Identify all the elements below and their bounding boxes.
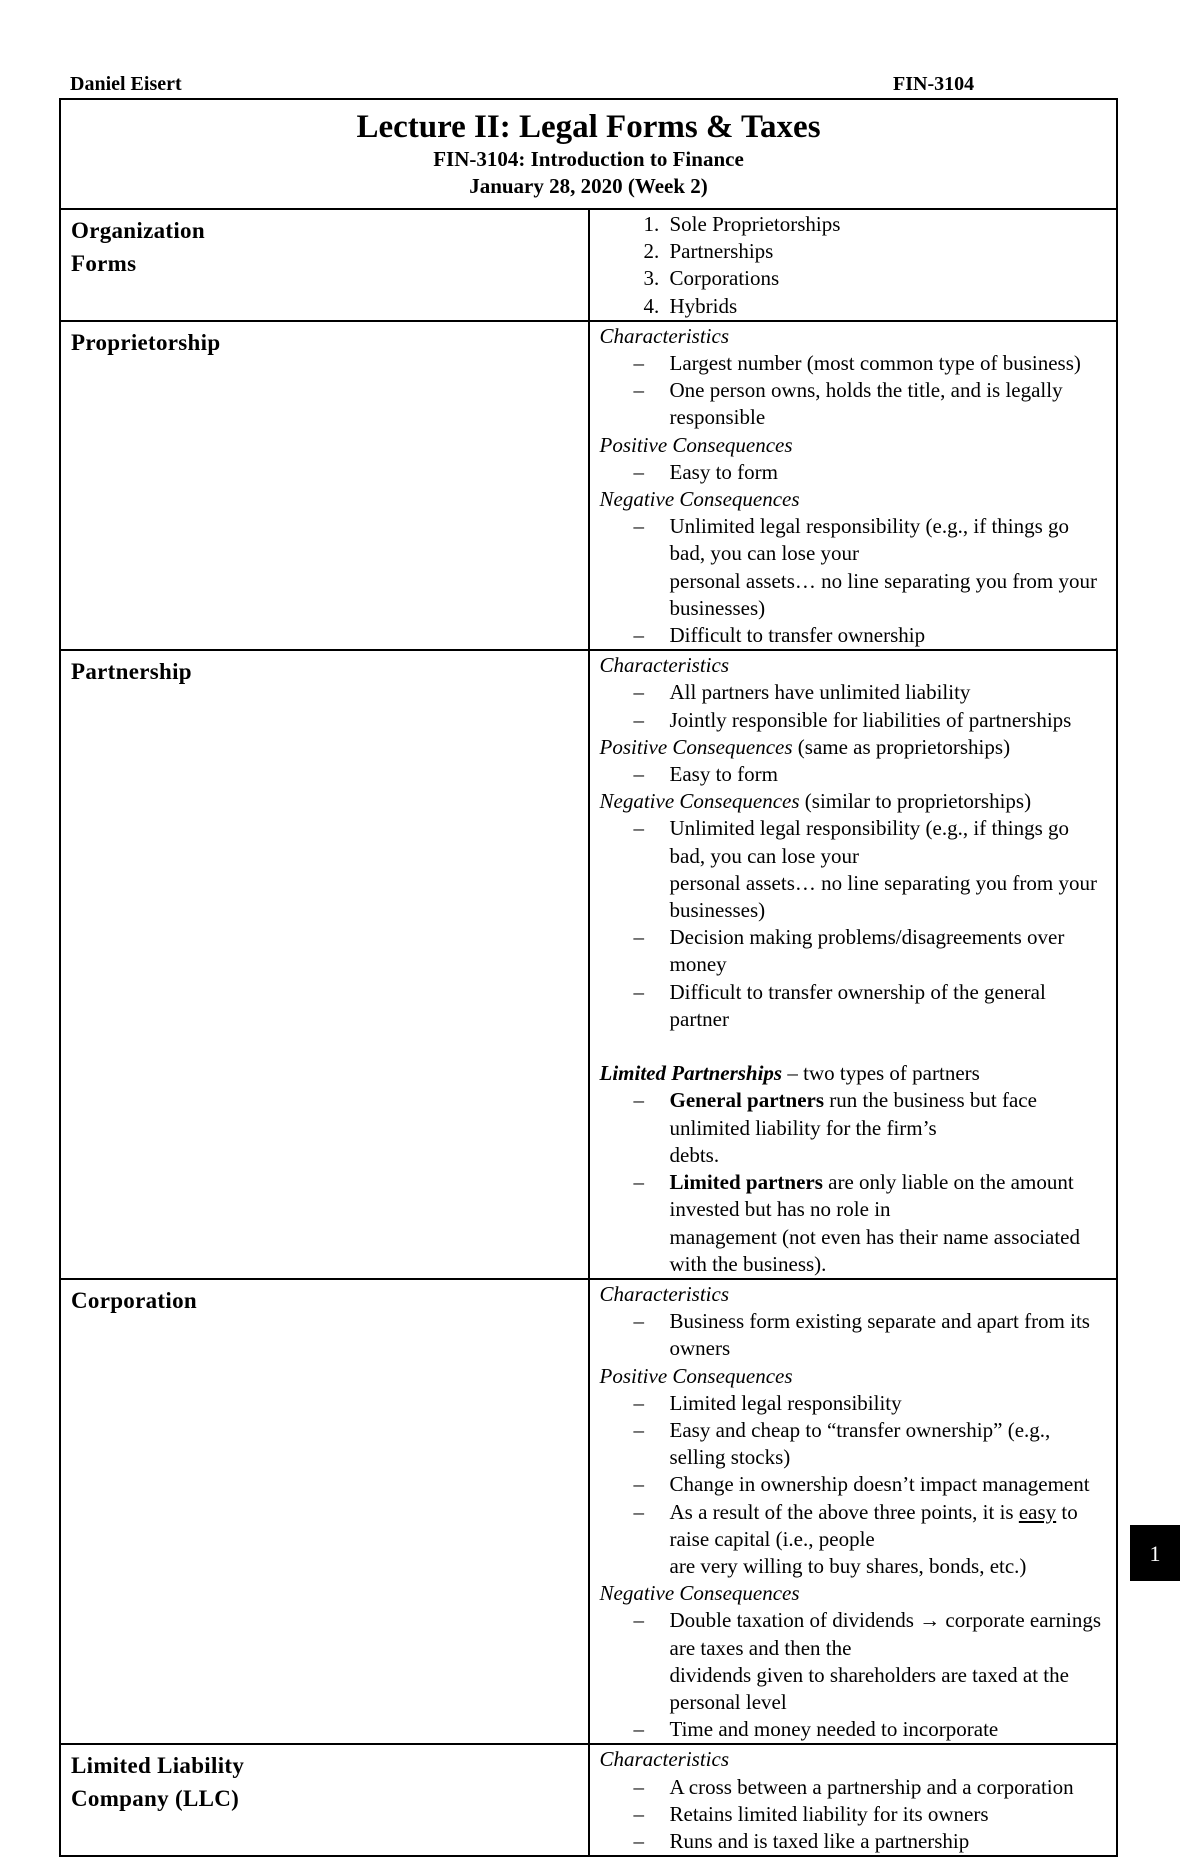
- dash-bullet: –: [633, 378, 644, 403]
- row-organization-forms: [60, 209, 1117, 321]
- bullet-item: [600, 1390, 1109, 1417]
- section-heading: Characteristics: [599, 653, 729, 678]
- bullet-text: Easy and cheap to “transfer ownership” (e.g., selling stocks): [669, 1417, 1051, 1470]
- bullet-text: All partners have unlimited liability: [669, 680, 971, 705]
- label-cell: [60, 1279, 589, 1744]
- section-note: (similar to proprietorships): [799, 789, 1032, 814]
- dash-bullet: –: [633, 1309, 644, 1334]
- bullet-item: [600, 1417, 1109, 1471]
- bullet-item: [600, 1087, 1109, 1169]
- section-heading-line: [600, 734, 1109, 761]
- row-label: Proprietorship: [71, 329, 221, 355]
- bullet-item: [600, 622, 1109, 649]
- bullet-item: [600, 459, 1109, 486]
- bullet-item: [600, 707, 1109, 734]
- section-heading-line: [600, 1060, 1109, 1087]
- bullet-text: Jointly responsible for liabilities of partnerships: [669, 707, 1072, 732]
- dash-bullet: –: [633, 1417, 644, 1442]
- dash-bullet: –: [633, 680, 644, 705]
- list-number: 4.: [643, 293, 660, 318]
- course-code: FIN-3104: [893, 73, 975, 95]
- list-item: [600, 265, 1109, 292]
- row-llc: [60, 1744, 1117, 1856]
- bullet-text: management (not even has their name associated with the business).: [669, 1224, 1081, 1276]
- bullet-item: [600, 924, 1109, 978]
- bullet-item: [600, 761, 1109, 788]
- bullet-text: Unlimited legal responsibility (e.g., if things go bad, you can lose your: [669, 816, 1070, 868]
- section-note: – two types of partners: [782, 1061, 980, 1086]
- bullet-item: [600, 979, 1109, 1033]
- bullet-text: Double taxation of dividends: [669, 1608, 920, 1633]
- section-heading: Positive Consequences: [599, 734, 793, 759]
- list-item: [600, 238, 1109, 265]
- content-cell: [589, 1279, 1118, 1744]
- list-number: 2.: [643, 239, 660, 264]
- bullet-text: personal assets… no line separating you from your businesses): [669, 870, 1097, 923]
- arrow-right-icon: →: [919, 1608, 941, 1633]
- spacer: [600, 1033, 1109, 1060]
- bullet-item: [600, 1828, 1109, 1855]
- label-cell: [60, 209, 589, 321]
- bullet-text: Change in ownership doesn’t impact management: [669, 1472, 1090, 1497]
- dash-bullet: –: [633, 351, 644, 376]
- dash-bullet: –: [633, 459, 644, 484]
- label-line: Limited Liability: [71, 1753, 245, 1779]
- bullet-text: Easy to form: [669, 459, 778, 484]
- bullet-text: As a result of the above three points, it is: [669, 1499, 1019, 1524]
- dash-bullet: –: [633, 514, 644, 539]
- dash-bullet: –: [633, 1499, 644, 1524]
- bullet-term: General partners: [669, 1088, 825, 1113]
- bullet-text: Easy to form: [669, 762, 778, 787]
- label-cell: [60, 321, 589, 650]
- row-corporation: [60, 1279, 1117, 1744]
- dash-bullet: –: [633, 979, 644, 1004]
- dash-bullet: –: [633, 1390, 644, 1415]
- section-heading: Positive Consequences: [599, 1363, 793, 1388]
- bullet-item: [600, 1308, 1109, 1362]
- dash-bullet: –: [633, 707, 644, 732]
- bullet-text: Unlimited legal responsibility (e.g., if things go bad, you can lose your: [669, 514, 1070, 566]
- section-heading: Characteristics: [599, 1281, 729, 1306]
- dash-bullet: –: [633, 1088, 644, 1113]
- list-item: [600, 211, 1109, 238]
- content-cell: [589, 321, 1118, 650]
- section-heading: Characteristics: [599, 1747, 729, 1772]
- row-partnership: [60, 650, 1117, 1279]
- bullet-item: [600, 1499, 1109, 1581]
- list-item-text: Partnerships: [669, 239, 774, 264]
- content-cell: [589, 650, 1118, 1279]
- bullet-term: Limited partners: [669, 1170, 823, 1195]
- content-cell: [589, 1744, 1118, 1856]
- dash-bullet: –: [633, 762, 644, 787]
- section-heading: Negative Consequences: [599, 487, 800, 512]
- bullet-text: Business form existing separate and apart from its owners: [669, 1309, 1090, 1361]
- underlined-word: easy: [1018, 1499, 1057, 1524]
- bullet-item: [600, 513, 1109, 622]
- list-item-text: Sole Proprietorships: [669, 212, 841, 236]
- bullet-text: Time and money needed to incorporate: [669, 1717, 999, 1742]
- bullet-item: [600, 1716, 1109, 1743]
- bullet-text: Limited legal responsibility: [669, 1390, 902, 1415]
- bullet-text: Runs and is taxed like a partnership: [669, 1828, 970, 1853]
- section-heading: Negative Consequences: [599, 789, 800, 814]
- content-cell: [589, 209, 1118, 321]
- dash-bullet: –: [633, 1774, 644, 1799]
- bullet-item: [600, 815, 1109, 924]
- label-line: Organization: [71, 218, 205, 243]
- list-item-text: Corporations: [669, 266, 780, 291]
- bullet-item: [600, 1471, 1109, 1498]
- bullet-text: One person owns, holds the title, and is legally responsible: [669, 378, 1063, 430]
- dash-bullet: –: [633, 1717, 644, 1742]
- bullet-text: Largest number (most common type of business): [669, 351, 1081, 376]
- list-number: 1.: [643, 212, 660, 236]
- bullet-text: Retains limited liability for its owners: [669, 1801, 989, 1826]
- bullet-text: debts.: [669, 1142, 720, 1167]
- list-number: 3.: [643, 266, 660, 291]
- section-heading: Characteristics: [599, 323, 729, 348]
- notes-table: [59, 98, 1118, 1857]
- label-line: Company (LLC): [71, 1786, 240, 1812]
- bullet-text: to raise capital (i.e., people: [669, 1499, 1078, 1551]
- row-label: Partnership: [71, 659, 192, 685]
- title-cell: [60, 99, 1117, 209]
- dash-bullet: –: [633, 1170, 644, 1195]
- bullet-text: dividends given to shareholders are taxed at the personal level: [669, 1662, 1069, 1714]
- bullet-text: run the business but face unlimited liability for the firm’s: [669, 1088, 1037, 1140]
- label-cell: [60, 1744, 589, 1856]
- page-subtitle: FIN-3104: Introduction to Finance: [433, 147, 744, 171]
- bullet-text: Difficult to transfer ownership of the general partner: [669, 979, 1046, 1031]
- bullet-text: Decision making problems/disagreements over money: [669, 925, 1065, 977]
- page-date: January 28, 2020 (Week 2): [469, 174, 708, 198]
- dash-bullet: –: [633, 1801, 644, 1826]
- bullet-text: are only liable on the amount invested but has no role in: [669, 1170, 1074, 1222]
- dash-bullet: –: [633, 1608, 644, 1633]
- section-heading-line: [600, 788, 1109, 815]
- dash-bullet: –: [633, 816, 644, 841]
- bullet-text: Difficult to transfer ownership: [669, 623, 926, 648]
- bullet-item: [600, 679, 1109, 706]
- page-title: Lecture II: Legal Forms & Taxes: [356, 109, 821, 145]
- bullet-text: are very willing to buy shares, bonds, etc.): [669, 1553, 1027, 1578]
- title-row: [60, 99, 1117, 209]
- row-label: [71, 214, 578, 280]
- dash-bullet: –: [633, 623, 644, 648]
- bullet-text: personal assets… no line separating you from your businesses): [669, 568, 1097, 620]
- section-heading: Positive Consequences: [599, 432, 793, 457]
- row-proprietorship: [60, 321, 1117, 650]
- section-note: (same as proprietorships): [792, 734, 1011, 759]
- page-number: 1: [1130, 1525, 1180, 1581]
- bullet-item: [600, 1774, 1109, 1801]
- section-heading: Limited Partnerships: [599, 1061, 783, 1086]
- bullet-item: [600, 1169, 1109, 1278]
- bullet-item: [600, 1801, 1109, 1828]
- bullet-item: [600, 350, 1109, 377]
- bullet-item: [600, 1607, 1109, 1716]
- section-heading: Negative Consequences: [599, 1581, 800, 1606]
- dash-bullet: –: [633, 1828, 644, 1853]
- row-label: Corporation: [71, 1287, 197, 1313]
- dash-bullet: –: [633, 925, 644, 950]
- author-name: Daniel Eisert: [70, 73, 182, 95]
- label-cell: [60, 650, 589, 1279]
- row-label: [71, 1749, 578, 1815]
- list-item: [600, 293, 1109, 320]
- list-item-text: Hybrids: [669, 293, 738, 318]
- bullet-text: A cross between a partnership and a corporation: [669, 1774, 1074, 1799]
- bullet-text: corporate earnings are taxes and then the: [669, 1608, 1102, 1660]
- bullet-item: [600, 377, 1109, 431]
- label-line: Forms: [71, 251, 137, 276]
- dash-bullet: –: [633, 1472, 644, 1497]
